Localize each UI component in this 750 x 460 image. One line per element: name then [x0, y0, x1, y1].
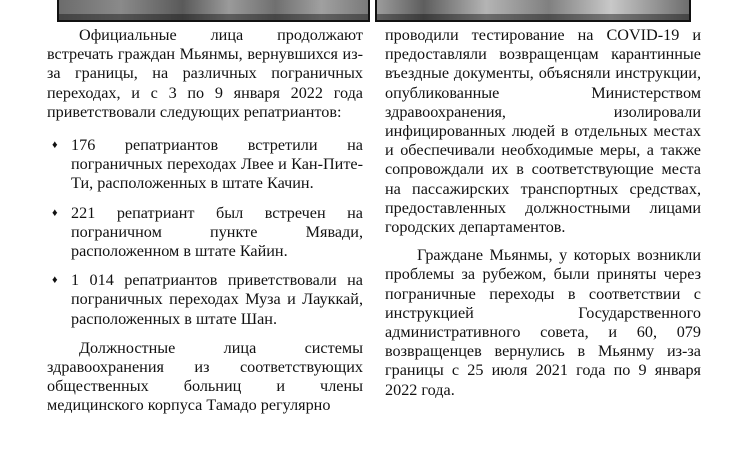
- list-item-text: 176 репатриантов встретили на пограничных переходах Лвее и Кан-Пите-Ти, расположенных в штате Качин.: [71, 136, 363, 193]
- diamond-bullet-icon: ♦: [52, 139, 58, 152]
- diamond-bullet-icon: ♦: [52, 206, 58, 219]
- summary-paragraph: Граждане Мьянмы, у которых возникли проблемы за рубежом, были приняты через пограничные переходы в соответствии с инструкцией Государственного административного совета, и 60, 079 возвращенцев вернулись в Мьянму из-за границы с 25 июля 2021 года по 9 января 2022 года.: [385, 246, 701, 399]
- list-item: [47, 271, 363, 329]
- left-column: [47, 26, 363, 425]
- photo-right: [375, 0, 691, 22]
- repatriant-list: [47, 136, 363, 329]
- list-item-text: 1 014 репатриантов приветствовали на пограничных переходах Муза и Лауккай, расположенных в штате Шан.: [71, 271, 363, 328]
- right-column: [385, 26, 701, 409]
- intro-paragraph: Официальные лица продолжают встречать граждан Мьянмы, вернувшихся из-за границы, на различных пограничных переходах, и с 3 по 9 января 2022 года приветствовали следующих репатриантов:: [47, 26, 363, 121]
- continuation-paragraph: проводили тестирование на COVID-19 и предоставляли возвращенцам карантинные въездные документы, объясняли инструкции, опубликованные Министерством здравоохранения, изолировали инфицированных людей в отдельных местах и обеспечивали необходимые меры, а также сопровождали их в соответствующие места на пассажирских транспортных средствах, предоставленных должностными лицами городских департаментов.: [385, 26, 701, 237]
- health-paragraph: Должностные лица системы здравоохранения из соответствующих общественных больниц и члены медицинского корпуса Тамадо регулярно: [47, 338, 363, 415]
- list-item: [47, 136, 363, 194]
- list-item-text: 221 репатриант был встречен на пограничном пункте Мявади, расположенном в штате Кайин.: [71, 203, 363, 261]
- diamond-bullet-icon: ♦: [52, 274, 58, 287]
- photo-left: [57, 0, 370, 22]
- list-item: [47, 204, 363, 262]
